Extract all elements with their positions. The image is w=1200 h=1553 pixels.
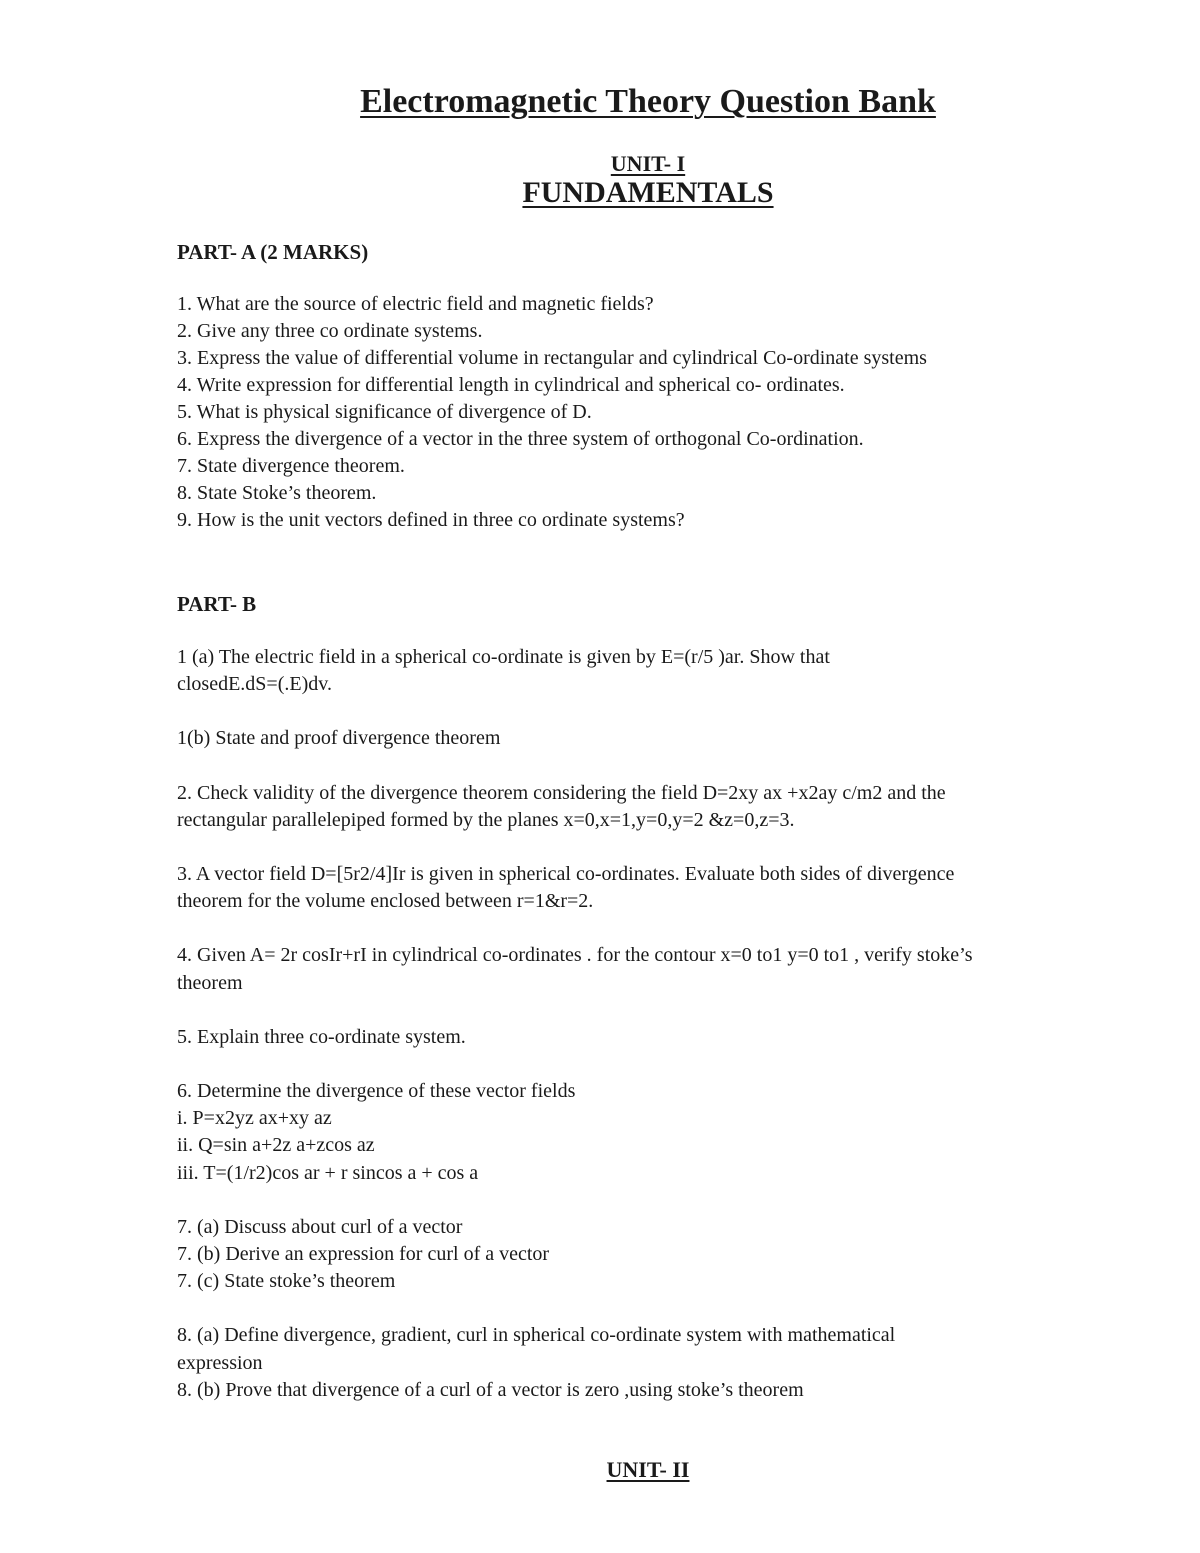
part-b-question (177, 644, 1127, 698)
question-line: iii. T=(1/r2)cos ar + r sincos a + cos a (177, 1161, 479, 1184)
part-b-question (177, 1322, 1127, 1404)
question-line: 2. Check validity of the divergence theorem considering the field D=2xy ax +x2ay c/m2 and the (177, 781, 946, 804)
question-line: expression (177, 1351, 263, 1374)
question-line: 8. (b) Prove that divergence of a curl of a vector is zero ,using stoke’s theorem (177, 1378, 804, 1401)
question-line: 7. (c) State stoke’s theorem (177, 1270, 396, 1293)
question-line: 7. (b) Derive an expression for curl of a vector (177, 1243, 550, 1266)
part-a-question: 5. What is physical significance of divergence of D. (177, 401, 592, 423)
question-line: 4. Given A= 2r cosIr+rI in cylindrical co-ordinates . for the contour x=0 to1 y=0 to1 , verify stoke’s (177, 944, 973, 967)
question-line: 8. (a) Define divergence, gradient, curl in spherical co-ordinate system with mathematical (177, 1324, 896, 1347)
question-line: 3. A vector field D=[5r2/4]Ir is given in spherical co-ordinates. Evaluate both sides of divergence (177, 863, 955, 886)
part-a-question: 6. Express the divergence of a vector in the three system of orthogonal Co-ordination. (177, 428, 864, 450)
unit-2-label: UNIT- II (606, 1457, 690, 1482)
document-title: Electromagnetic Theory Question Bank (360, 83, 936, 120)
part-a-question-list (177, 291, 1137, 534)
part-b-question (177, 1024, 1127, 1051)
question-line: i. P=x2yz ax+xy az (177, 1107, 332, 1130)
part-a-heading: PART- A (2 MARKS) (177, 240, 369, 264)
part-b-question (177, 780, 1127, 834)
unit-1-label: UNIT- I (610, 151, 686, 176)
part-b-question (177, 861, 1127, 915)
question-line: ii. Q=sin a+2z a+zcos az (177, 1134, 375, 1157)
part-a-question: 1. What are the source of electric field and magnetic fields? (177, 293, 654, 315)
question-line: rectangular parallelepiped formed by the planes x=0,x=1,y=0,y=2 &z=0,z=3. (177, 808, 795, 831)
part-b-question (177, 1078, 1127, 1187)
question-line: 7. (a) Discuss about curl of a vector (177, 1215, 463, 1238)
unit-1-title: FUNDAMENTALS (522, 176, 774, 209)
part-a-question: 8. State Stoke’s theorem. (177, 482, 377, 504)
part-a-question: 4. Write expression for differential length in cylindrical and spherical co- ordinates. (177, 374, 845, 396)
part-b-question-list (177, 644, 1127, 1431)
part-b-question (177, 1214, 1127, 1296)
question-line: 1 (a) The electric field in a spherical co-ordinate is given by E=(r/5 )ar. Show that (177, 646, 830, 668)
part-b-heading: PART- B (177, 592, 257, 616)
part-b-question (177, 725, 1127, 752)
question-line: theorem (177, 971, 243, 994)
question-line: 6. Determine the divergence of these vector fields (177, 1080, 576, 1103)
question-line: theorem for the volume enclosed between r=1&r=2. (177, 890, 594, 913)
question-line: closedE.dS=(.E)dv. (177, 673, 332, 696)
part-a-question: 3. Express the value of differential volume in rectangular and cylindrical Co-ordinate systems (177, 347, 927, 369)
part-a-question: 2. Give any three co ordinate systems. (177, 320, 483, 342)
question-line: 1(b) State and proof divergence theorem (177, 727, 501, 750)
part-a-question: 9. How is the unit vectors defined in three co ordinate systems? (177, 509, 685, 531)
part-a-question: 7. State divergence theorem. (177, 455, 405, 477)
question-line: 5. Explain three co-ordinate system. (177, 1025, 466, 1048)
part-b-question (177, 942, 1127, 996)
